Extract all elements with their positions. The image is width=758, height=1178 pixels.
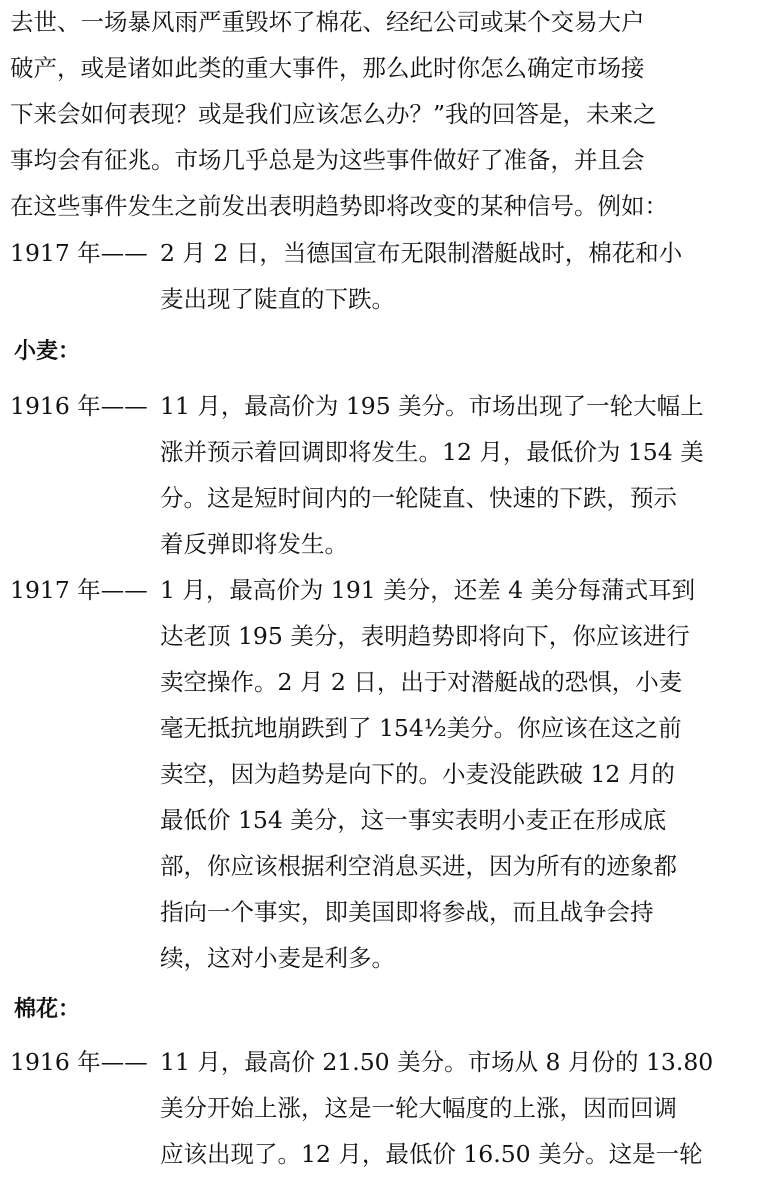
entry-text: 达老顶 195 美分，表明趋势即将向下，你应该进行 (160, 622, 690, 650)
entry-text: 分。这是短时间内的一轮陡直、快速的下跌，预示 (160, 484, 677, 512)
intro-line: 下来会如何表现？或是我们应该怎么办？”我的回答是，未来之 (10, 100, 657, 128)
entry-text: 卖空操作。2 月 2 日，出于对潜艇战的恐惧，小麦 (160, 668, 683, 696)
entry-text: 2 月 2 日，当德国宣布无限制潜艇战时，棉花和小 (160, 239, 683, 267)
entry-year: 1916 年—— (10, 392, 148, 420)
cotton-heading: 棉花： (14, 997, 81, 1022)
cotton-entry-1916 (10, 1040, 713, 1084)
entry-text: 指向一个事实，即美国即将参战，而且战争会持 (160, 898, 654, 926)
entry-year: 1917 年—— (10, 239, 148, 267)
entry-text: 11 月，最高价为 195 美分。市场出现了一轮大幅上 (160, 392, 704, 420)
entry-text: 着反弹即将发生。 (160, 530, 348, 558)
entry-year: 1917 年—— (10, 576, 148, 604)
wheat-heading: 小麦： (14, 339, 81, 364)
entry-text: 部，你应该根据利空消息买进，因为所有的迹象都 (160, 852, 677, 880)
entry-text: 应该出现了。12 月，最低价 16.50 美分。这是一轮 (160, 1140, 703, 1168)
wheat-entry-1917 (10, 568, 695, 612)
intro-line: 破产，或是诸如此类的重大事件，那么此时你怎么确定市场接 (10, 54, 645, 82)
entry-text: 美分开始上涨，这是一轮大幅度的上涨，因而回调 (160, 1094, 677, 1122)
entry-year: 1916 年—— (10, 1048, 148, 1076)
intro-line: 事均会有征兆。市场几乎总是为这些事件做好了准备，并且会 (10, 146, 645, 174)
entry-text: 最低价 154 美分，这一事实表明小麦正在形成底 (160, 806, 667, 834)
entry-text: 涨并预示着回调即将发生。12 月，最低价为 154 美 (160, 438, 704, 466)
entry-text: 续，这对小麦是利多。 (160, 944, 395, 972)
entry-text: 麦出现了陡直的下跌。 (160, 285, 395, 313)
entry-text: 卖空，因为趋势是向下的。小麦没能跌破 12 月的 (160, 760, 675, 788)
intro-line: 去世、一场暴风雨严重毁坏了棉花、经纪公司或某个交易大户 (10, 8, 645, 36)
wheat-entry-1916 (10, 384, 704, 428)
intro-line: 在这些事件发生之前发出表明趋势即将改变的某种信号。例如： (10, 192, 668, 220)
entry-text: 11 月，最高价 21.50 美分。市场从 8 月份的 13.80 (160, 1048, 714, 1076)
entry-text: 1 月，最高价为 191 美分，还差 4 美分每蒲式耳到 (160, 576, 696, 604)
entry-1917-general (10, 231, 682, 275)
entry-text: 毫无抵抗地崩跌到了 154½美分。你应该在这之前 (160, 714, 682, 742)
